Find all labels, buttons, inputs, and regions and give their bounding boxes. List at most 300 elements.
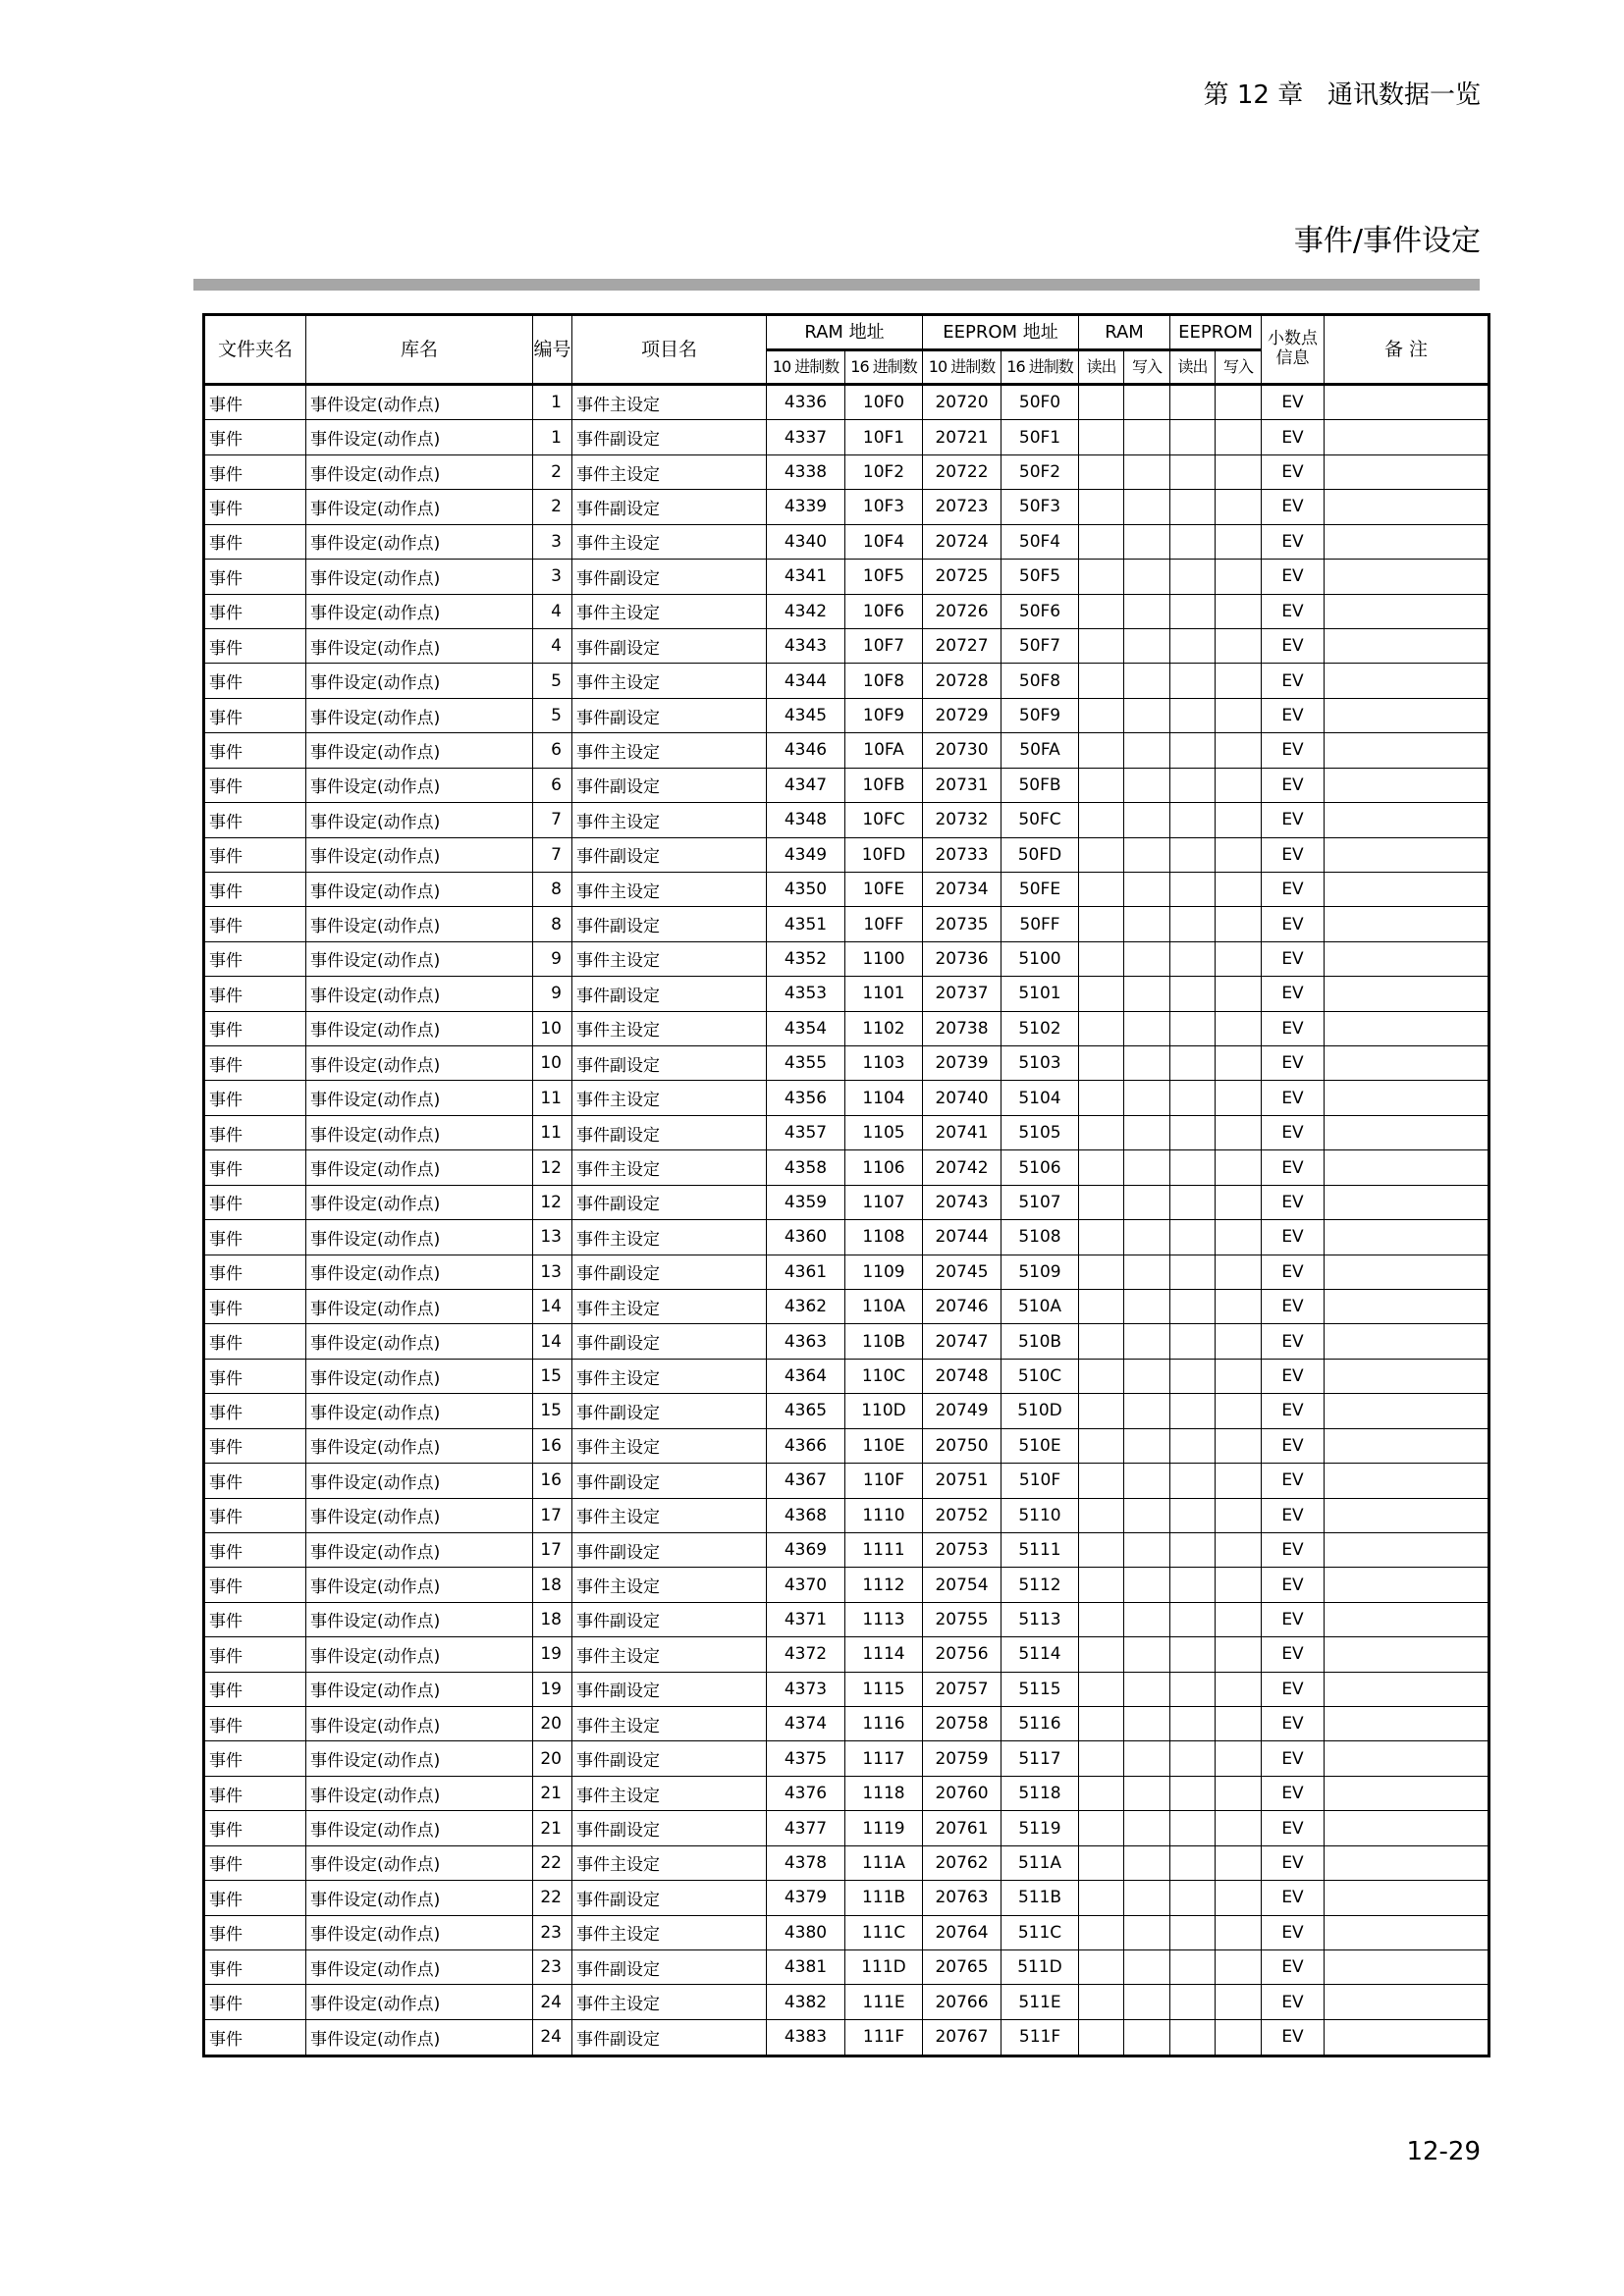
cell-ram-dec10: 4376	[767, 1776, 845, 1810]
cell-ram-dec10: 4361	[767, 1255, 845, 1289]
cell-ram-dec10: 4347	[767, 768, 845, 802]
cell-ram-read	[1079, 1637, 1124, 1672]
cell-eeprom-hex16: 5104	[1001, 1081, 1079, 1115]
communication-data-table	[202, 313, 1490, 2057]
cell-ram-hex16: 1108	[845, 1220, 923, 1255]
cell-ram-read	[1079, 1150, 1124, 1185]
cell-eeprom-write	[1216, 1741, 1262, 1776]
cell-ram-hex16: 1107	[845, 1185, 923, 1219]
cell-decimal-info: EV	[1262, 1950, 1325, 1985]
cell-number: 17	[533, 1532, 572, 1567]
cell-folder: 事件	[204, 1811, 306, 1845]
table-row	[204, 1011, 1489, 1045]
cell-number: 22	[533, 1845, 572, 1880]
cell-number: 16	[533, 1464, 572, 1498]
cell-eeprom-dec10: 20749	[923, 1394, 1001, 1428]
cell-ram-hex16: 110D	[845, 1394, 923, 1428]
cell-number: 7	[533, 803, 572, 837]
cell-number: 24	[533, 1985, 572, 2019]
cell-decimal-info: EV	[1262, 1845, 1325, 1880]
cell-ram-write	[1124, 1255, 1170, 1289]
cell-item: 事件主设定	[572, 1428, 767, 1463]
cell-folder: 事件	[204, 1394, 306, 1428]
cell-ram-dec10: 4365	[767, 1394, 845, 1428]
cell-eeprom-write	[1216, 1394, 1262, 1428]
cell-eeprom-hex16: 5106	[1001, 1150, 1079, 1185]
cell-ram-read	[1079, 1532, 1124, 1567]
cell-remarks	[1325, 977, 1489, 1011]
cell-eeprom-read	[1170, 1324, 1216, 1359]
cell-eeprom-read	[1170, 1532, 1216, 1567]
cell-ram-read	[1079, 1985, 1124, 2019]
cell-eeprom-hex16: 511B	[1001, 1881, 1079, 1915]
cell-decimal-info: EV	[1262, 1672, 1325, 1706]
table-row	[204, 698, 1489, 732]
cell-item: 事件副设定	[572, 1394, 767, 1428]
cell-eeprom-read	[1170, 524, 1216, 559]
table-row	[204, 1498, 1489, 1532]
cell-library: 事件设定(动作点)	[306, 1741, 533, 1776]
cell-number: 2	[533, 490, 572, 524]
cell-ram-dec10: 4349	[767, 837, 845, 872]
cell-decimal-info: EV	[1262, 837, 1325, 872]
cell-ram-read	[1079, 1568, 1124, 1602]
table-row	[204, 733, 1489, 768]
cell-ram-hex16: 1109	[845, 1255, 923, 1289]
cell-eeprom-read	[1170, 560, 1216, 594]
cell-eeprom-read	[1170, 1220, 1216, 1255]
cell-ram-read	[1079, 664, 1124, 698]
cell-eeprom-dec10: 20748	[923, 1359, 1001, 1393]
cell-ram-dec10: 4374	[767, 1707, 845, 1741]
cell-ram-dec10: 4338	[767, 454, 845, 489]
cell-item: 事件副设定	[572, 1324, 767, 1359]
cell-decimal-info: EV	[1262, 1324, 1325, 1359]
cell-item: 事件副设定	[572, 1464, 767, 1498]
table-row	[204, 1845, 1489, 1880]
cell-library: 事件设定(动作点)	[306, 454, 533, 489]
cell-ram-write	[1124, 1185, 1170, 1219]
cell-decimal-info: EV	[1262, 1011, 1325, 1045]
cell-ram-dec10: 4366	[767, 1428, 845, 1463]
cell-ram-read	[1079, 1359, 1124, 1393]
cell-number: 11	[533, 1115, 572, 1149]
cell-number: 23	[533, 1950, 572, 1985]
cell-eeprom-write	[1216, 420, 1262, 454]
cell-eeprom-read	[1170, 698, 1216, 732]
cell-eeprom-dec10: 20732	[923, 803, 1001, 837]
cell-remarks	[1325, 1046, 1489, 1081]
cell-eeprom-dec10: 20764	[923, 1915, 1001, 1949]
cell-eeprom-write	[1216, 1602, 1262, 1636]
cell-eeprom-read	[1170, 2019, 1216, 2056]
cell-ram-read	[1079, 977, 1124, 1011]
cell-ram-hex16: 1106	[845, 1150, 923, 1185]
cell-eeprom-read	[1170, 1707, 1216, 1741]
cell-ram-hex16: 1114	[845, 1637, 923, 1672]
cell-eeprom-dec10: 20735	[923, 907, 1001, 941]
cell-folder: 事件	[204, 1707, 306, 1741]
cell-library: 事件设定(动作点)	[306, 1845, 533, 1880]
cell-eeprom-write	[1216, 1115, 1262, 1149]
cell-decimal-info: EV	[1262, 1359, 1325, 1393]
cell-ram-hex16: 1100	[845, 941, 923, 976]
cell-folder: 事件	[204, 698, 306, 732]
cell-ram-dec10: 4383	[767, 2019, 845, 2056]
cell-folder: 事件	[204, 1185, 306, 1219]
cell-item: 事件副设定	[572, 768, 767, 802]
cell-ram-hex16: 10FD	[845, 837, 923, 872]
cell-ram-write	[1124, 1637, 1170, 1672]
cell-folder: 事件	[204, 1220, 306, 1255]
cell-ram-dec10: 4342	[767, 594, 845, 628]
cell-number: 20	[533, 1707, 572, 1741]
table-row	[204, 837, 1489, 872]
cell-number: 17	[533, 1498, 572, 1532]
table-row	[204, 768, 1489, 802]
cell-eeprom-dec10: 20731	[923, 768, 1001, 802]
cell-eeprom-read	[1170, 1115, 1216, 1149]
cell-eeprom-dec10: 20745	[923, 1255, 1001, 1289]
cell-eeprom-write	[1216, 1220, 1262, 1255]
table-row	[204, 560, 1489, 594]
cell-decimal-info: EV	[1262, 1915, 1325, 1949]
cell-library: 事件设定(动作点)	[306, 1464, 533, 1498]
cell-remarks	[1325, 1220, 1489, 1255]
cell-folder: 事件	[204, 1046, 306, 1081]
cell-ram-read	[1079, 1845, 1124, 1880]
table-row	[204, 1220, 1489, 1255]
cell-number: 15	[533, 1359, 572, 1393]
cell-eeprom-read	[1170, 385, 1216, 420]
cell-folder: 事件	[204, 977, 306, 1011]
cell-ram-dec10: 4377	[767, 1811, 845, 1845]
cell-decimal-info: EV	[1262, 1046, 1325, 1081]
cell-library: 事件设定(动作点)	[306, 1811, 533, 1845]
cell-ram-read	[1079, 1011, 1124, 1045]
cell-eeprom-write	[1216, 1324, 1262, 1359]
cell-remarks	[1325, 1428, 1489, 1463]
cell-folder: 事件	[204, 1428, 306, 1463]
cell-ram-hex16: 111E	[845, 1985, 923, 2019]
cell-remarks	[1325, 594, 1489, 628]
cell-library: 事件设定(动作点)	[306, 733, 533, 768]
cell-eeprom-dec10: 20733	[923, 837, 1001, 872]
cell-eeprom-read	[1170, 1185, 1216, 1219]
cell-eeprom-dec10: 20726	[923, 594, 1001, 628]
header-folder: 文件夹名	[204, 315, 306, 385]
cell-eeprom-hex16: 5105	[1001, 1115, 1079, 1149]
cell-eeprom-write	[1216, 1046, 1262, 1081]
cell-eeprom-read	[1170, 1011, 1216, 1045]
cell-ram-dec10: 4348	[767, 803, 845, 837]
cell-item: 事件副设定	[572, 1741, 767, 1776]
cell-ram-dec10: 4350	[767, 872, 845, 906]
cell-eeprom-read	[1170, 1915, 1216, 1949]
cell-number: 12	[533, 1185, 572, 1219]
cell-ram-write	[1124, 1985, 1170, 2019]
cell-folder: 事件	[204, 664, 306, 698]
cell-eeprom-hex16: 5108	[1001, 1220, 1079, 1255]
cell-eeprom-hex16: 50F0	[1001, 385, 1079, 420]
cell-remarks	[1325, 907, 1489, 941]
cell-ram-dec10: 4378	[767, 1845, 845, 1880]
cell-remarks	[1325, 524, 1489, 559]
cell-ram-write	[1124, 1915, 1170, 1949]
table-row	[204, 1776, 1489, 1810]
cell-ram-write	[1124, 664, 1170, 698]
cell-remarks	[1325, 1532, 1489, 1567]
cell-library: 事件设定(动作点)	[306, 664, 533, 698]
cell-ram-read	[1079, 1115, 1124, 1149]
cell-ram-dec10: 4352	[767, 941, 845, 976]
cell-decimal-info: EV	[1262, 1602, 1325, 1636]
cell-eeprom-write	[1216, 1637, 1262, 1672]
cell-ram-write	[1124, 1324, 1170, 1359]
cell-remarks	[1325, 837, 1489, 872]
cell-eeprom-write	[1216, 1950, 1262, 1985]
cell-eeprom-read	[1170, 628, 1216, 663]
cell-ram-read	[1079, 733, 1124, 768]
header-remarks: 备 注	[1325, 315, 1489, 385]
cell-ram-dec10: 4362	[767, 1289, 845, 1323]
chapter-title: 第 12 章 通讯数据一览	[1203, 80, 1481, 110]
cell-eeprom-write	[1216, 454, 1262, 489]
table-row	[204, 1532, 1489, 1567]
cell-number: 5	[533, 698, 572, 732]
cell-number: 19	[533, 1672, 572, 1706]
cell-item: 事件副设定	[572, 1881, 767, 1915]
header-eeprom-read: 读出	[1170, 350, 1216, 385]
cell-remarks	[1325, 803, 1489, 837]
cell-ram-hex16: 10FE	[845, 872, 923, 906]
cell-number: 7	[533, 837, 572, 872]
cell-eeprom-write	[1216, 594, 1262, 628]
cell-ram-write	[1124, 1811, 1170, 1845]
cell-folder: 事件	[204, 1672, 306, 1706]
cell-remarks	[1325, 1324, 1489, 1359]
cell-eeprom-read	[1170, 454, 1216, 489]
cell-remarks	[1325, 1741, 1489, 1776]
cell-eeprom-hex16: 511E	[1001, 1985, 1079, 2019]
cell-eeprom-write	[1216, 1568, 1262, 1602]
cell-eeprom-write	[1216, 941, 1262, 976]
cell-folder: 事件	[204, 1150, 306, 1185]
cell-library: 事件设定(动作点)	[306, 768, 533, 802]
cell-eeprom-read	[1170, 1881, 1216, 1915]
cell-remarks	[1325, 1289, 1489, 1323]
cell-ram-read	[1079, 524, 1124, 559]
cell-item: 事件主设定	[572, 803, 767, 837]
cell-eeprom-write	[1216, 1845, 1262, 1880]
cell-ram-read	[1079, 385, 1124, 420]
cell-eeprom-hex16: 511D	[1001, 1950, 1079, 1985]
cell-eeprom-write	[1216, 560, 1262, 594]
cell-eeprom-read	[1170, 1845, 1216, 1880]
cell-number: 21	[533, 1776, 572, 1810]
header-rule	[193, 279, 1480, 291]
cell-folder: 事件	[204, 1115, 306, 1149]
table-row	[204, 1672, 1489, 1706]
cell-ram-read	[1079, 1915, 1124, 1949]
cell-ram-write	[1124, 768, 1170, 802]
cell-library: 事件设定(动作点)	[306, 524, 533, 559]
cell-eeprom-dec10: 20736	[923, 941, 1001, 976]
cell-ram-read	[1079, 1498, 1124, 1532]
cell-eeprom-write	[1216, 768, 1262, 802]
cell-item: 事件主设定	[572, 1845, 767, 1880]
cell-ram-hex16: 10F9	[845, 698, 923, 732]
cell-ram-read	[1079, 1672, 1124, 1706]
cell-item: 事件副设定	[572, 420, 767, 454]
cell-remarks	[1325, 1637, 1489, 1672]
cell-number: 1	[533, 420, 572, 454]
cell-ram-hex16: 1113	[845, 1602, 923, 1636]
cell-folder: 事件	[204, 1776, 306, 1810]
cell-number: 24	[533, 2019, 572, 2056]
cell-eeprom-dec10: 20766	[923, 1985, 1001, 2019]
cell-item: 事件副设定	[572, 1602, 767, 1636]
cell-remarks	[1325, 420, 1489, 454]
cell-library: 事件设定(动作点)	[306, 907, 533, 941]
cell-ram-hex16: 1111	[845, 1532, 923, 1567]
cell-eeprom-hex16: 50F9	[1001, 698, 1079, 732]
cell-eeprom-write	[1216, 1672, 1262, 1706]
cell-library: 事件设定(动作点)	[306, 1568, 533, 1602]
cell-eeprom-hex16: 50F2	[1001, 454, 1079, 489]
cell-remarks	[1325, 1985, 1489, 2019]
cell-eeprom-write	[1216, 1881, 1262, 1915]
cell-folder: 事件	[204, 1741, 306, 1776]
cell-ram-read	[1079, 628, 1124, 663]
cell-library: 事件设定(动作点)	[306, 560, 533, 594]
cell-ram-write	[1124, 2019, 1170, 2056]
cell-folder: 事件	[204, 1011, 306, 1045]
header-eeprom-address: EEPROM 地址	[923, 315, 1079, 350]
cell-ram-read	[1079, 1081, 1124, 1115]
cell-folder: 事件	[204, 1881, 306, 1915]
cell-folder: 事件	[204, 1532, 306, 1567]
cell-ram-read	[1079, 1428, 1124, 1463]
cell-folder: 事件	[204, 1950, 306, 1985]
cell-library: 事件设定(动作点)	[306, 420, 533, 454]
cell-library: 事件设定(动作点)	[306, 1394, 533, 1428]
cell-decimal-info: EV	[1262, 628, 1325, 663]
cell-remarks	[1325, 454, 1489, 489]
cell-ram-write	[1124, 1464, 1170, 1498]
cell-eeprom-write	[1216, 524, 1262, 559]
cell-eeprom-read	[1170, 977, 1216, 1011]
table-row	[204, 1985, 1489, 2019]
cell-ram-read	[1079, 698, 1124, 732]
cell-folder: 事件	[204, 1464, 306, 1498]
cell-eeprom-write	[1216, 1498, 1262, 1532]
cell-eeprom-write	[1216, 1150, 1262, 1185]
cell-library: 事件设定(动作点)	[306, 872, 533, 906]
cell-eeprom-dec10: 20734	[923, 872, 1001, 906]
header-ram-write: 写入	[1124, 350, 1170, 385]
cell-ram-read	[1079, 454, 1124, 489]
cell-folder: 事件	[204, 454, 306, 489]
cell-decimal-info: EV	[1262, 1081, 1325, 1115]
cell-library: 事件设定(动作点)	[306, 1532, 533, 1567]
cell-item: 事件副设定	[572, 1811, 767, 1845]
cell-remarks	[1325, 1602, 1489, 1636]
cell-item: 事件主设定	[572, 733, 767, 768]
cell-item: 事件副设定	[572, 1185, 767, 1219]
cell-ram-write	[1124, 1532, 1170, 1567]
cell-decimal-info: EV	[1262, 1741, 1325, 1776]
cell-decimal-info: EV	[1262, 2019, 1325, 2056]
cell-ram-dec10: 4339	[767, 490, 845, 524]
cell-ram-write	[1124, 872, 1170, 906]
cell-folder: 事件	[204, 1602, 306, 1636]
cell-eeprom-hex16: 5118	[1001, 1776, 1079, 1810]
cell-number: 18	[533, 1602, 572, 1636]
cell-item: 事件主设定	[572, 1150, 767, 1185]
cell-eeprom-read	[1170, 1637, 1216, 1672]
cell-ram-read	[1079, 560, 1124, 594]
cell-ram-read	[1079, 907, 1124, 941]
cell-eeprom-hex16: 510A	[1001, 1289, 1079, 1323]
cell-eeprom-hex16: 50FD	[1001, 837, 1079, 872]
cell-decimal-info: EV	[1262, 872, 1325, 906]
cell-item: 事件副设定	[572, 1672, 767, 1706]
cell-library: 事件设定(动作点)	[306, 803, 533, 837]
cell-ram-dec10: 4344	[767, 664, 845, 698]
cell-library: 事件设定(动作点)	[306, 977, 533, 1011]
cell-number: 13	[533, 1255, 572, 1289]
cell-remarks	[1325, 1464, 1489, 1498]
cell-folder: 事件	[204, 872, 306, 906]
cell-library: 事件设定(动作点)	[306, 1602, 533, 1636]
cell-folder: 事件	[204, 1568, 306, 1602]
table-row	[204, 1394, 1489, 1428]
cell-ram-dec10: 4360	[767, 1220, 845, 1255]
cell-eeprom-dec10: 20743	[923, 1185, 1001, 1219]
cell-number: 15	[533, 1394, 572, 1428]
cell-library: 事件设定(动作点)	[306, 594, 533, 628]
cell-eeprom-dec10: 20752	[923, 1498, 1001, 1532]
cell-number: 1	[533, 385, 572, 420]
cell-eeprom-read	[1170, 490, 1216, 524]
cell-eeprom-hex16: 5117	[1001, 1741, 1079, 1776]
cell-item: 事件主设定	[572, 524, 767, 559]
header-ram-read: 读出	[1079, 350, 1124, 385]
cell-remarks	[1325, 872, 1489, 906]
cell-eeprom-read	[1170, 1081, 1216, 1115]
cell-eeprom-write	[1216, 803, 1262, 837]
cell-number: 19	[533, 1637, 572, 1672]
cell-eeprom-dec10: 20761	[923, 1811, 1001, 1845]
table-row	[204, 1950, 1489, 1985]
cell-ram-dec10: 4363	[767, 1324, 845, 1359]
cell-ram-write	[1124, 524, 1170, 559]
cell-ram-dec10: 4337	[767, 420, 845, 454]
cell-folder: 事件	[204, 490, 306, 524]
cell-eeprom-hex16: 5103	[1001, 1046, 1079, 1081]
cell-folder: 事件	[204, 1255, 306, 1289]
cell-decimal-info: EV	[1262, 560, 1325, 594]
cell-ram-write	[1124, 1428, 1170, 1463]
cell-eeprom-hex16: 510B	[1001, 1324, 1079, 1359]
cell-decimal-info: EV	[1262, 385, 1325, 420]
cell-eeprom-dec10: 20760	[923, 1776, 1001, 1810]
cell-decimal-info: EV	[1262, 977, 1325, 1011]
table-row	[204, 594, 1489, 628]
cell-eeprom-read	[1170, 1672, 1216, 1706]
cell-ram-write	[1124, 977, 1170, 1011]
